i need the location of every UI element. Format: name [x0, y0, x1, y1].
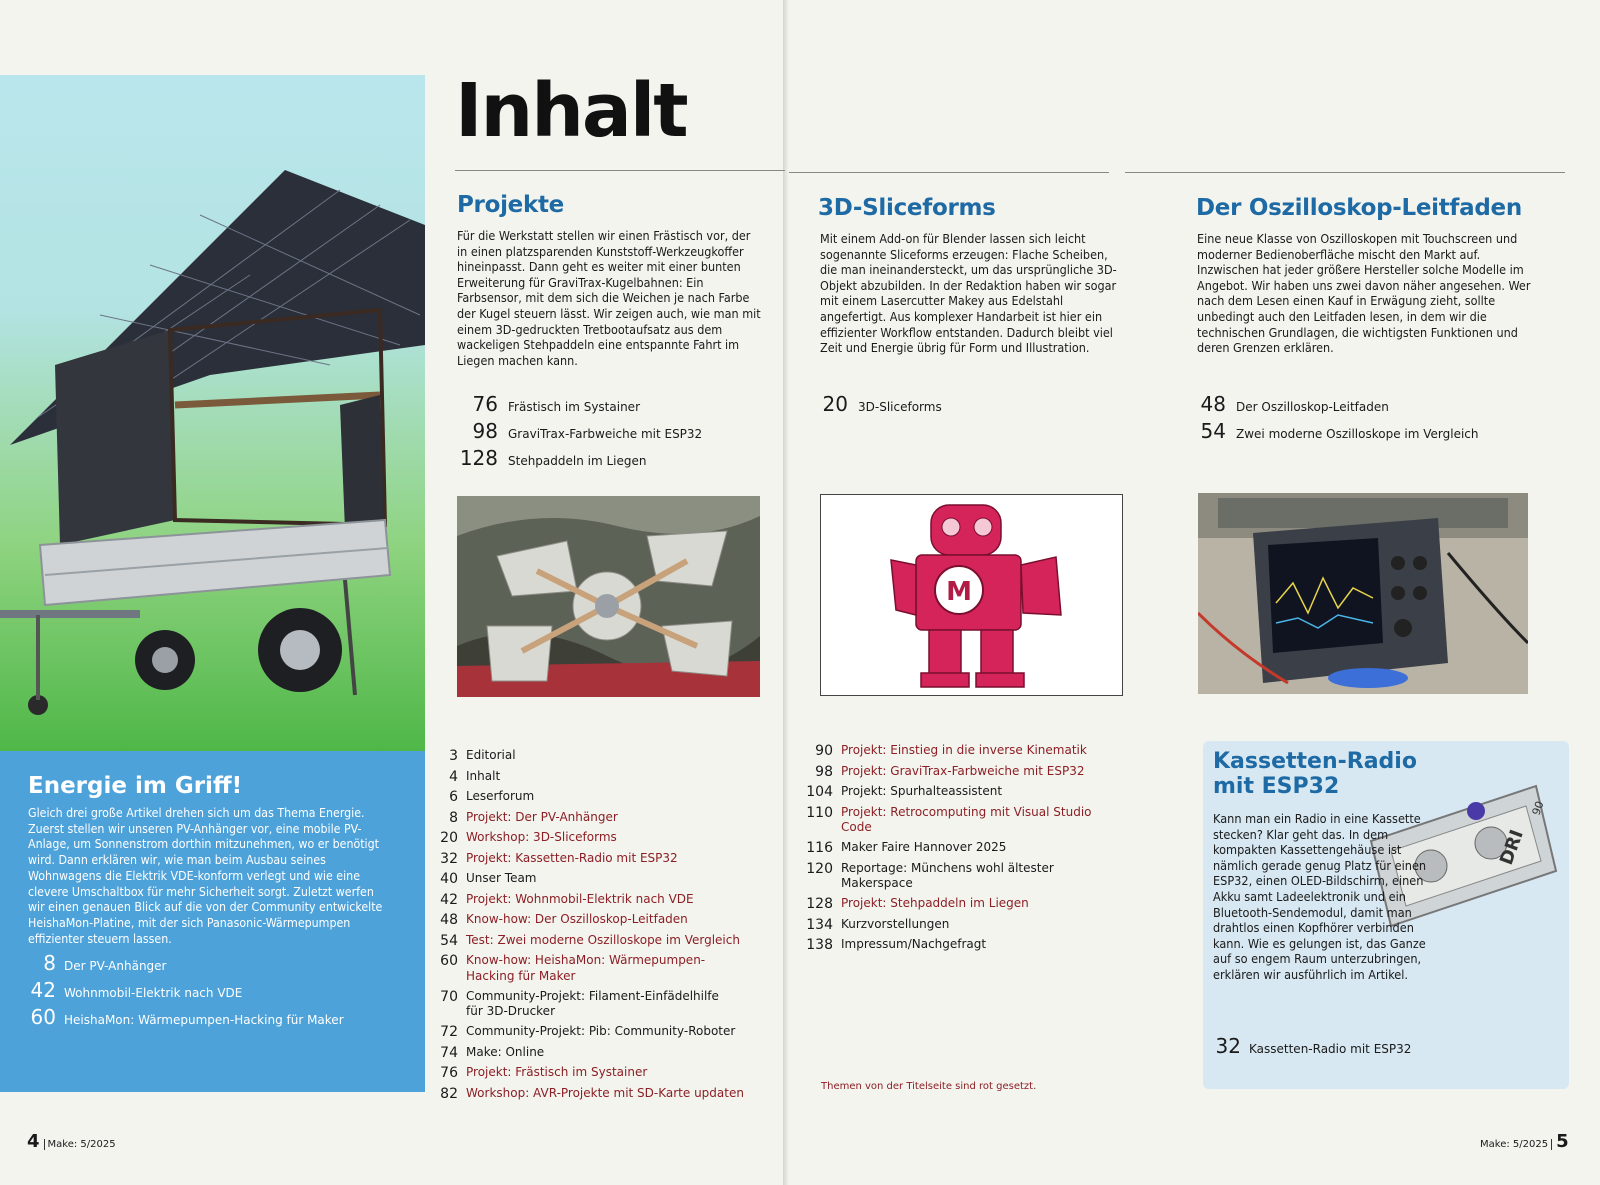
toc-item-title: Reportage: Münchens wohl ältester: [841, 860, 1054, 875]
toc-item-title: Projekt: Kassetten-Radio mit ESP32: [466, 850, 678, 865]
kassette-entries: [1213, 1034, 1553, 1061]
toc-item-title: Test: Zwei moderne Oszilloskope im Vergleich: [466, 932, 740, 947]
projekte-entry-title: GraviTrax-Farbweiche mit ESP32: [508, 427, 703, 441]
toc-item-title: Know-how: Der Oszilloskop-Leitfaden: [466, 912, 688, 926]
toc-item-title-wrap: [466, 830, 617, 846]
projekte-entry-page: 76: [472, 392, 498, 416]
toc-item[interactable]: [805, 764, 1145, 780]
toc-item-page: 104: [806, 784, 833, 800]
oszi-entries: [1190, 392, 1550, 446]
toc-list-left: [440, 748, 780, 1106]
toc-item-title-cont: Makerspace: [841, 876, 913, 890]
oszi-title: Der Oszilloskop-Leitfaden: [1196, 195, 1522, 221]
toc-item-title: Projekt: Stehpaddeln im Liegen: [841, 896, 1029, 910]
energie-entry-title: Der PV-Anhänger: [64, 959, 167, 973]
toc-item-title-wrap: [466, 1045, 544, 1061]
toc-list-right: [805, 743, 1145, 958]
projekte-entries: [450, 392, 770, 473]
toc-item-title: Workshop: 3D-Sliceforms: [466, 830, 617, 844]
kassette-title-line2: mit ESP32: [1213, 774, 1340, 799]
page-number-left: 4: [27, 1131, 40, 1152]
kassette-entry-page: 32: [1215, 1034, 1241, 1058]
toc-item[interactable]: [440, 1045, 780, 1061]
toc-item-title-cont: Code: [841, 820, 872, 834]
pv-trailer-photo: [0, 75, 425, 751]
toc-item[interactable]: [805, 861, 1145, 892]
toc-item-title-wrap: [466, 933, 740, 949]
toc-item-title-wrap: [466, 989, 719, 1020]
projekte-entry-page: 98: [472, 419, 498, 443]
toc-item-title-wrap: [841, 840, 1006, 856]
divider: [789, 172, 1109, 173]
toc-item-page: 72: [440, 1024, 458, 1040]
toc-item[interactable]: [805, 937, 1145, 953]
toc-item[interactable]: [440, 871, 780, 887]
toc-item-page: 54: [440, 932, 458, 949]
energie-entry[interactable]: [20, 978, 400, 1005]
toc-item-title: Projekt: Einstieg in die inverse Kinematik: [841, 743, 1087, 757]
toc-item-title-wrap: [841, 764, 1084, 780]
sliceforms-entry[interactable]: [812, 392, 1112, 419]
toc-item-title: Leserforum: [466, 789, 535, 803]
toc-item-title: Projekt: Frästisch im Systainer: [466, 1065, 648, 1079]
projekte-text: Für die Werkstatt stellen wir einen Frästisch vor, der in einen platzsparenden Kunststoff-Werkzeugkoffer hineinpasst. Dann geht es weiter mit einer bunten Erweiterung für GraviTrax-Kugelbahnen: Ein Farbsensor, mit dem sich die Weichen je nach Farbe der Kugel steuern lässt. Wir zeigen auch, wie man mit einem 3D-gedruckten Tretbootaufsatz aus dem wackeligen Stehpaddeln eine entspannte Fahrt im Liegen machen kann.: [457, 228, 761, 368]
footer-left: [27, 1131, 116, 1152]
makey-robot-image: [820, 494, 1123, 696]
oszi-entry-title: Der Oszilloskop-Leitfaden: [1236, 400, 1389, 414]
toc-item-page: 82: [440, 1085, 458, 1102]
toc-item-title-wrap: [466, 851, 678, 867]
toc-item[interactable]: [440, 1086, 780, 1102]
toc-item[interactable]: [440, 789, 780, 805]
toc-item[interactable]: [440, 912, 780, 928]
projekte-entry-title: Frästisch im Systainer: [508, 400, 640, 414]
projekte-entry-page: 128: [459, 446, 498, 470]
page-number-right: 5: [1556, 1131, 1569, 1152]
projekte-title: Projekte: [457, 192, 564, 218]
makey-robot-illustration: [821, 495, 1122, 695]
energie-entry[interactable]: [20, 1005, 400, 1032]
toc-item-title-cont: Hacking für Maker: [466, 968, 576, 983]
oszi-entry-page: 54: [1200, 419, 1226, 443]
toc-item-title: Projekt: Retrocomputing mit Visual Studio: [841, 804, 1092, 819]
kassette-text: Kann man ein Radio in eine Kassette stecken? Klar geht das. In dem kompakten Kassettengehäuse ist nämlich gerade genug Platz für einen ESP32, einen OLED-Bildschirm, einen Akku samt Ladeelektronik und ein Bluetooth-Sendemodul, damit man drahtlos einen Kopfhörer verbinden kann. Wie es gelungen ist, das Ganze auf so engem Raum unterzubringen, erklären wir ausführlich im Artikel.: [1213, 811, 1427, 982]
toc-item-title-wrap: [841, 805, 1092, 836]
kassette-title-line1: Kassetten-Radio: [1213, 749, 1417, 774]
projekte-entry[interactable]: [450, 419, 770, 446]
cassette-label: DRI: [1495, 827, 1528, 868]
projekte-entry-title: Stehpaddeln im Liegen: [508, 454, 647, 468]
toc-item[interactable]: [440, 810, 780, 826]
toc-item-title-wrap: [466, 1065, 647, 1081]
toc-item-page: 70: [440, 988, 458, 1005]
energie-entry[interactable]: [20, 951, 400, 978]
toc-item-title: Projekt: Spurhalteassistent: [841, 784, 1003, 798]
toc-item-page: 74: [440, 1044, 458, 1061]
toc-item-title-wrap: [466, 912, 688, 928]
toc-item-page: 98: [815, 763, 833, 780]
toc-item-title: Impressum/Nachgefragt: [841, 937, 987, 951]
toc-item-title-wrap: [466, 748, 516, 764]
toc-item-page: 42: [440, 891, 458, 908]
energie-text: Gleich drei große Artikel drehen sich um das Thema Energie. Zuerst stellen wir unseren PV-Anhänger vor, eine mobile PV-Anlage, um Sonnenstrom dorthin mitzunehmen, wo er benötigt wird. Dann erklären wir, wie man beim Ausbau seines Wohnwagens die Elektrik VDE-konform verlegt und wie eine clevere Umschaltbox für mehr Sicherheit sorgt. Zuletzt werfen wir einen genauen Blick auf die von der Community entwickelte HeishaMon-Platine, mit der sich Panasonic-Wärmepumpen effizienter steuern lassen.: [28, 806, 383, 946]
toc-item-title-wrap: [466, 892, 694, 908]
oszi-entry[interactable]: [1190, 392, 1550, 419]
footer-label-left: Make: 5/2025: [44, 1139, 116, 1150]
divider: [455, 170, 785, 171]
toc-item[interactable]: [805, 743, 1145, 759]
toc-item-page: 40: [440, 871, 458, 887]
toc-item-page: 90: [815, 743, 833, 759]
projekte-entry[interactable]: [450, 446, 770, 473]
toc-item-title: Community-Projekt: Filament-Einfädelhilfe: [466, 988, 719, 1003]
toc-item-title-wrap: [841, 784, 1002, 800]
oszi-text: Eine neue Klasse von Oszilloskopen mit Touchscreen und moderner Bedienoberfläche mischt den Markt auf. Inzwischen hat jeder größere Hersteller solche Modelle im Angebot. Wir haben uns zwei davon näher angesehen. Wer nach dem Lesen einen Kauf in Erwägung zieht, sollte unbedingt auch den Leitfaden lesen, in dem wir die technischen Grundlagen, die wichtigsten Funktionen und deren Grenzen erklären.: [1197, 231, 1531, 356]
toc-item[interactable]: [805, 896, 1145, 912]
toc-item-page: 4: [449, 768, 458, 785]
toc-item-title-wrap: [466, 1024, 735, 1040]
toc-item-page: 8: [449, 809, 458, 826]
makey-logo-letter: M: [946, 577, 972, 607]
toc-item-page: 48: [440, 912, 458, 928]
energie-entry-page: 60: [30, 1005, 56, 1029]
energie-entry-title: Wohnmobil-Elektrik nach VDE: [64, 986, 243, 1000]
toc-item[interactable]: [440, 1024, 780, 1040]
energie-box: [0, 751, 425, 1092]
toc-item-page: 128: [806, 896, 833, 912]
sliceforms-entry-title: 3D-Sliceforms: [858, 400, 942, 414]
toc-item[interactable]: [440, 933, 780, 949]
toc-item[interactable]: [440, 892, 780, 908]
toc-item-page: 116: [806, 840, 833, 856]
toc-item-title-wrap: [841, 743, 1087, 759]
toc-item-title: Kurzvorstellungen: [841, 916, 950, 931]
oszi-entry-page: 48: [1200, 392, 1226, 416]
toc-item-title-wrap: [841, 917, 949, 933]
oszi-entry[interactable]: [1190, 419, 1550, 446]
toc-item[interactable]: [440, 830, 780, 846]
toc-item-page: 110: [806, 804, 833, 821]
projekte-entry[interactable]: [450, 392, 770, 419]
toc-item-title: Projekt: Der PV-Anhänger: [466, 809, 618, 824]
toc-item-page: 60: [440, 953, 458, 969]
page-title: Inhalt: [455, 68, 687, 154]
toc-item-title-wrap: [841, 937, 986, 953]
oszi-entry-title: Zwei moderne Oszilloskope im Vergleich: [1236, 427, 1479, 441]
toc-item-title: Workshop: AVR-Projekte mit SD-Karte updaten: [466, 1085, 744, 1100]
sliceforms-title: 3D-Sliceforms: [818, 195, 996, 221]
cassette-number: 90: [1529, 799, 1547, 818]
toc-item-title-wrap: [466, 769, 500, 785]
toc-item-page: 6: [449, 789, 458, 805]
footer-label-right: Make: 5/2025: [1480, 1139, 1552, 1150]
toc-item-title: Know-how: HeishaMon: Wärmepumpen-: [466, 953, 706, 967]
toc-item-title-wrap: [841, 896, 1029, 912]
sliceforms-text: Mit einem Add-on für Blender lassen sich leicht sogenannte Sliceforms erzeugen: Flache Scheiben, die man ineinandersteckt, um das ursprüngliche 3D-Objekt abzubilden. In der Redaktion haben wir sogar mit einem Lasercutter Makey aus Edelstahl angefertigt. Aus komplexer Handarbeit ist hier ein effizienter Workflow entstanden. Dadurch bleibt viel Zeit und Energie übrig für Form und Illustration.: [820, 231, 1117, 356]
toc-item-title: Inhalt: [466, 768, 501, 783]
toc-item[interactable]: [440, 1065, 780, 1081]
energie-entry-page: 8: [43, 951, 56, 975]
toc-item-title: Make: Online: [466, 1044, 545, 1059]
sliceforms-entries: [812, 392, 1112, 419]
toc-item-page: 76: [440, 1065, 458, 1081]
page-gutter: [783, 0, 789, 1185]
toc-item[interactable]: [805, 805, 1145, 836]
toc-item-title-wrap: [841, 861, 1054, 892]
footer-right: [1480, 1131, 1569, 1152]
toc-item-title: Projekt: Wohnmobil-Elektrik nach VDE: [466, 891, 694, 906]
kassette-box: [1203, 741, 1569, 1089]
red-note: Themen von der Titelseite sind rot gesetzt.: [821, 1081, 1037, 1092]
oscilloscope-photo: [1198, 493, 1528, 694]
toc-item-page: 134: [806, 916, 833, 933]
energie-entry-page: 42: [30, 978, 56, 1002]
sliceforms-entry-page: 20: [822, 392, 848, 416]
toc-item[interactable]: [805, 917, 1145, 933]
toc-item-page: 138: [806, 937, 833, 953]
energie-entry-title: HeishaMon: Wärmepumpen-Hacking für Maker: [64, 1013, 344, 1027]
toc-item-title: Maker Faire Hannover 2025: [841, 840, 1007, 854]
toc-item-title-wrap: [466, 1086, 744, 1102]
paddle-photo: [457, 496, 760, 697]
energie-entries: [20, 951, 400, 1032]
toc-item[interactable]: [440, 989, 780, 1020]
toc-item[interactable]: [440, 851, 780, 867]
toc-item[interactable]: [440, 748, 780, 764]
toc-item-page: 3: [449, 748, 458, 764]
toc-item-title-wrap: [466, 810, 618, 826]
oscilloscope-illustration: [1198, 493, 1528, 694]
toc-item[interactable]: [805, 840, 1145, 856]
toc-item[interactable]: [440, 953, 780, 984]
toc-item-page: 32: [440, 850, 458, 867]
toc-item-title: Community-Projekt: Pib: Community-Roboter: [466, 1024, 736, 1038]
toc-item-title: Unser Team: [466, 871, 537, 885]
toc-item-page: 20: [440, 830, 458, 846]
paddle-illustration: [457, 496, 760, 697]
toc-item-title-wrap: [466, 789, 534, 805]
toc-item-title-wrap: [466, 871, 537, 887]
toc-item-page: 120: [806, 860, 833, 877]
toc-item[interactable]: [440, 769, 780, 785]
kassette-entry[interactable]: [1213, 1034, 1553, 1061]
toc-item-title-wrap: [466, 953, 705, 984]
toc-item[interactable]: [805, 784, 1145, 800]
toc-item-title: Editorial: [466, 748, 516, 762]
energie-title: Energie im Griff!: [28, 773, 243, 799]
toc-item-title-cont: für 3D-Drucker: [466, 1004, 555, 1018]
divider: [1125, 172, 1565, 173]
toc-item-title: Projekt: GraviTrax-Farbweiche mit ESP32: [841, 763, 1085, 778]
pv-trailer-illustration: [0, 75, 425, 751]
kassette-entry-title: Kassetten-Radio mit ESP32: [1249, 1042, 1412, 1056]
